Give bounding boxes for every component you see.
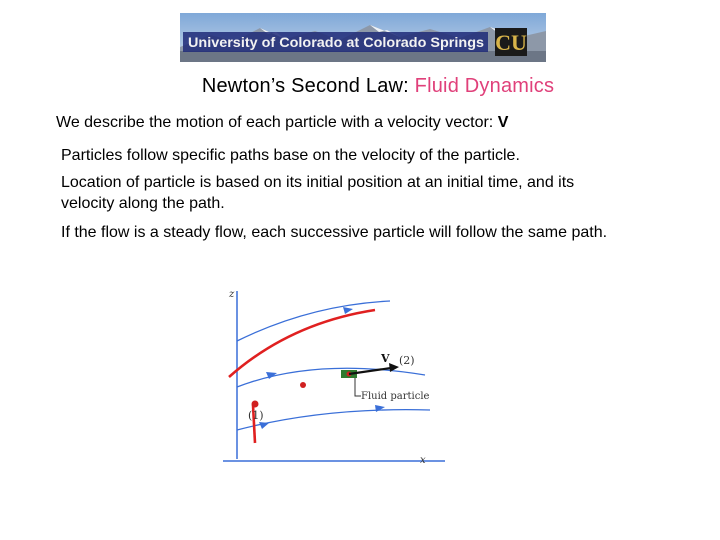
university-banner xyxy=(180,13,546,62)
streamline-figure xyxy=(215,283,450,468)
point1-label: (1) xyxy=(248,409,264,422)
intro-text: We describe the motion of each particle with a velocity vector: xyxy=(56,114,498,131)
vector-symbol: V xyxy=(497,114,509,131)
streamline-lower xyxy=(237,410,430,430)
streamline-arrow xyxy=(375,405,385,412)
paragraph-paths: Particles follow specific paths base on the velocity of the particle. xyxy=(61,147,520,164)
streamline-top xyxy=(237,301,390,341)
banner-image xyxy=(180,13,546,62)
title-main: Newton’s Second Law: xyxy=(201,75,415,97)
paragraph-location: Location of particle is based on its initial position at an initial time, and its velocity along the path. xyxy=(61,174,575,212)
fluid-particle-label: Fluid particle xyxy=(361,391,430,402)
streamline-middle xyxy=(237,368,425,387)
z-axis-label: z xyxy=(229,289,235,300)
streamline-arrow xyxy=(259,422,269,429)
intro-line xyxy=(56,114,508,132)
slide-title xyxy=(0,75,720,98)
streamline-arrow xyxy=(343,307,353,314)
banner-logo-text: University of Colorado at Colorado Springs xyxy=(188,34,485,50)
paragraph-steady-flow: If the flow is a steady flow, each successive particle will follow the same path. xyxy=(61,224,608,241)
x-axis-label: x xyxy=(420,455,426,466)
title-accent: Fluid Dynamics xyxy=(414,75,555,97)
velocity-label: V xyxy=(381,352,390,365)
particle-point-1 xyxy=(252,401,259,408)
particle-point-mid xyxy=(300,382,306,388)
particle-path xyxy=(229,310,375,377)
point2-label: (2) xyxy=(399,354,415,367)
cu-monogram: CU xyxy=(495,30,527,55)
